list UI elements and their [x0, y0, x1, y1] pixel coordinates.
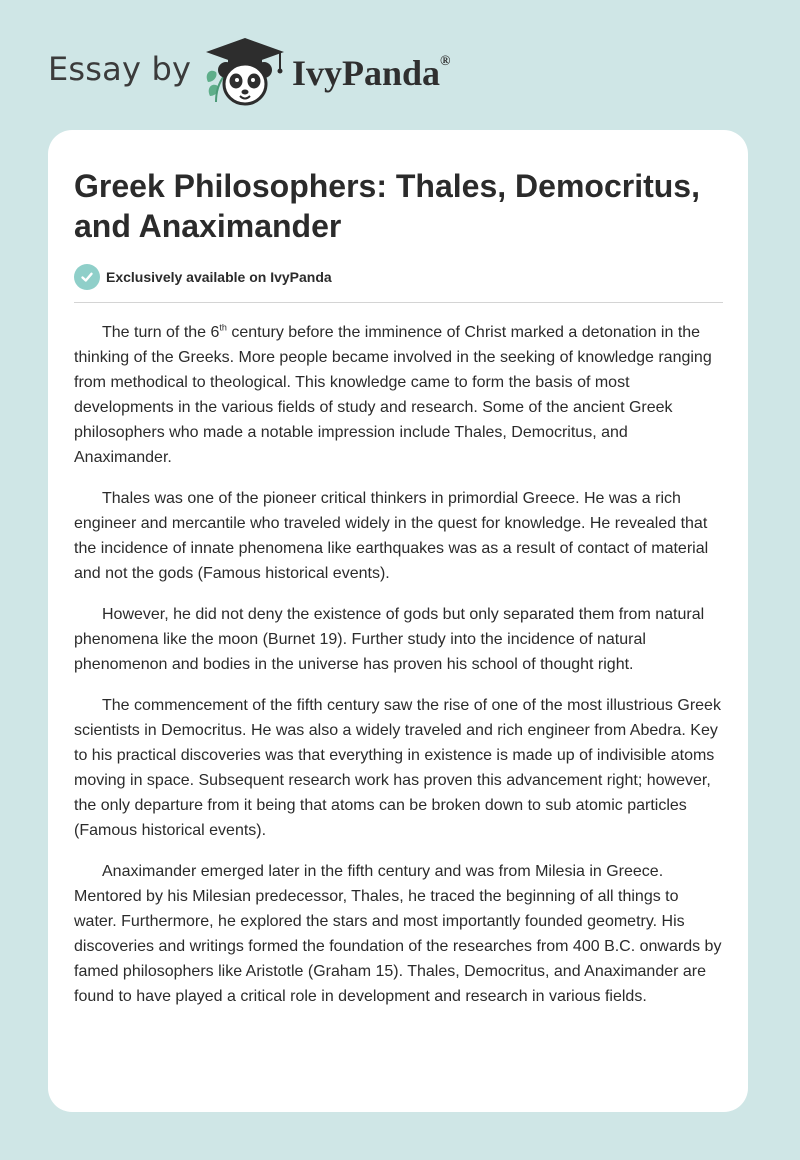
site-header: [0, 0, 800, 128]
paragraph-1-start: The turn of the 6: [102, 324, 220, 341]
essay-card: [48, 130, 748, 1112]
paragraph-3: However, he did not deny the existence of gods but only separated them from natural phenomena like the moon (Burnet 19). Further study into the incidence of natural phenomenon and bodies in the universe has proven his school of thought right.: [74, 606, 705, 673]
registered-mark: ®: [440, 54, 451, 69]
ordinal-suffix: th: [219, 322, 227, 333]
check-icon: [74, 264, 100, 290]
brand-name[interactable]: [292, 52, 451, 94]
paragraph-5: Anaximander emerged later in the fifth century and was from Milesia in Greece. Mentored by his Milesian predecessor, Thales, he traced the beginning of all things to water. Furthermore, he explored the stars and most importantly founded geometry. His discoveries and writings formed the foundation of the researches from 400 B.C. onwards by famed philosophers like Aristotle (Graham 15). Thales, Democritus, and Anaximander are found to have played a critical role in development and research in various fields.: [74, 863, 722, 1005]
essay-body: [74, 320, 723, 1025]
exclusive-badge: [74, 264, 332, 290]
paragraph-1-rest: century before the imminence of Christ marked a detonation in the thinking of the Greeks. More people became involved in the seeking of knowledge ranging from methodical to theological. This knowledge came to form the basis of most developments in the various fields of study and research. Some of the ancient Greek philosophers who made a notable impression include Thales, Democritus, and Anaximander.: [74, 324, 712, 466]
exclusive-label: Exclusively available on IvyPanda: [106, 269, 332, 285]
brand-text: IvyPanda: [292, 53, 441, 93]
essay-title: Greek Philosophers: Thales, Democritus, and Anaximander: [74, 168, 700, 244]
paragraph-1: [74, 320, 723, 470]
paragraph-4: The commencement of the fifth century saw the rise of one of the most illustrious Greek scientists in Democritus. He was also a widely traveled and rich engineer from Abedra. Key to his practical discoveries was that everything in existence is made up of indivisible atoms moving in space. Subsequent research work has proven this advancement right; however, the only departure from it being that atoms can be broken down to sub atomic particles (Famous historical events).: [74, 697, 721, 839]
paragraph-2: Thales was one of the pioneer critical thinkers in primordial Greece. He was a rich engineer and mercantile who traveled widely in the quest for knowledge. He revealed that the incidence of innate phenomena like earthquakes was as a result of contact of material and not the gods (Famous historical events).: [74, 490, 709, 582]
essay-by-label: Essay by: [48, 50, 192, 88]
title-divider: [74, 302, 723, 303]
panda-logo-icon[interactable]: [202, 36, 288, 108]
